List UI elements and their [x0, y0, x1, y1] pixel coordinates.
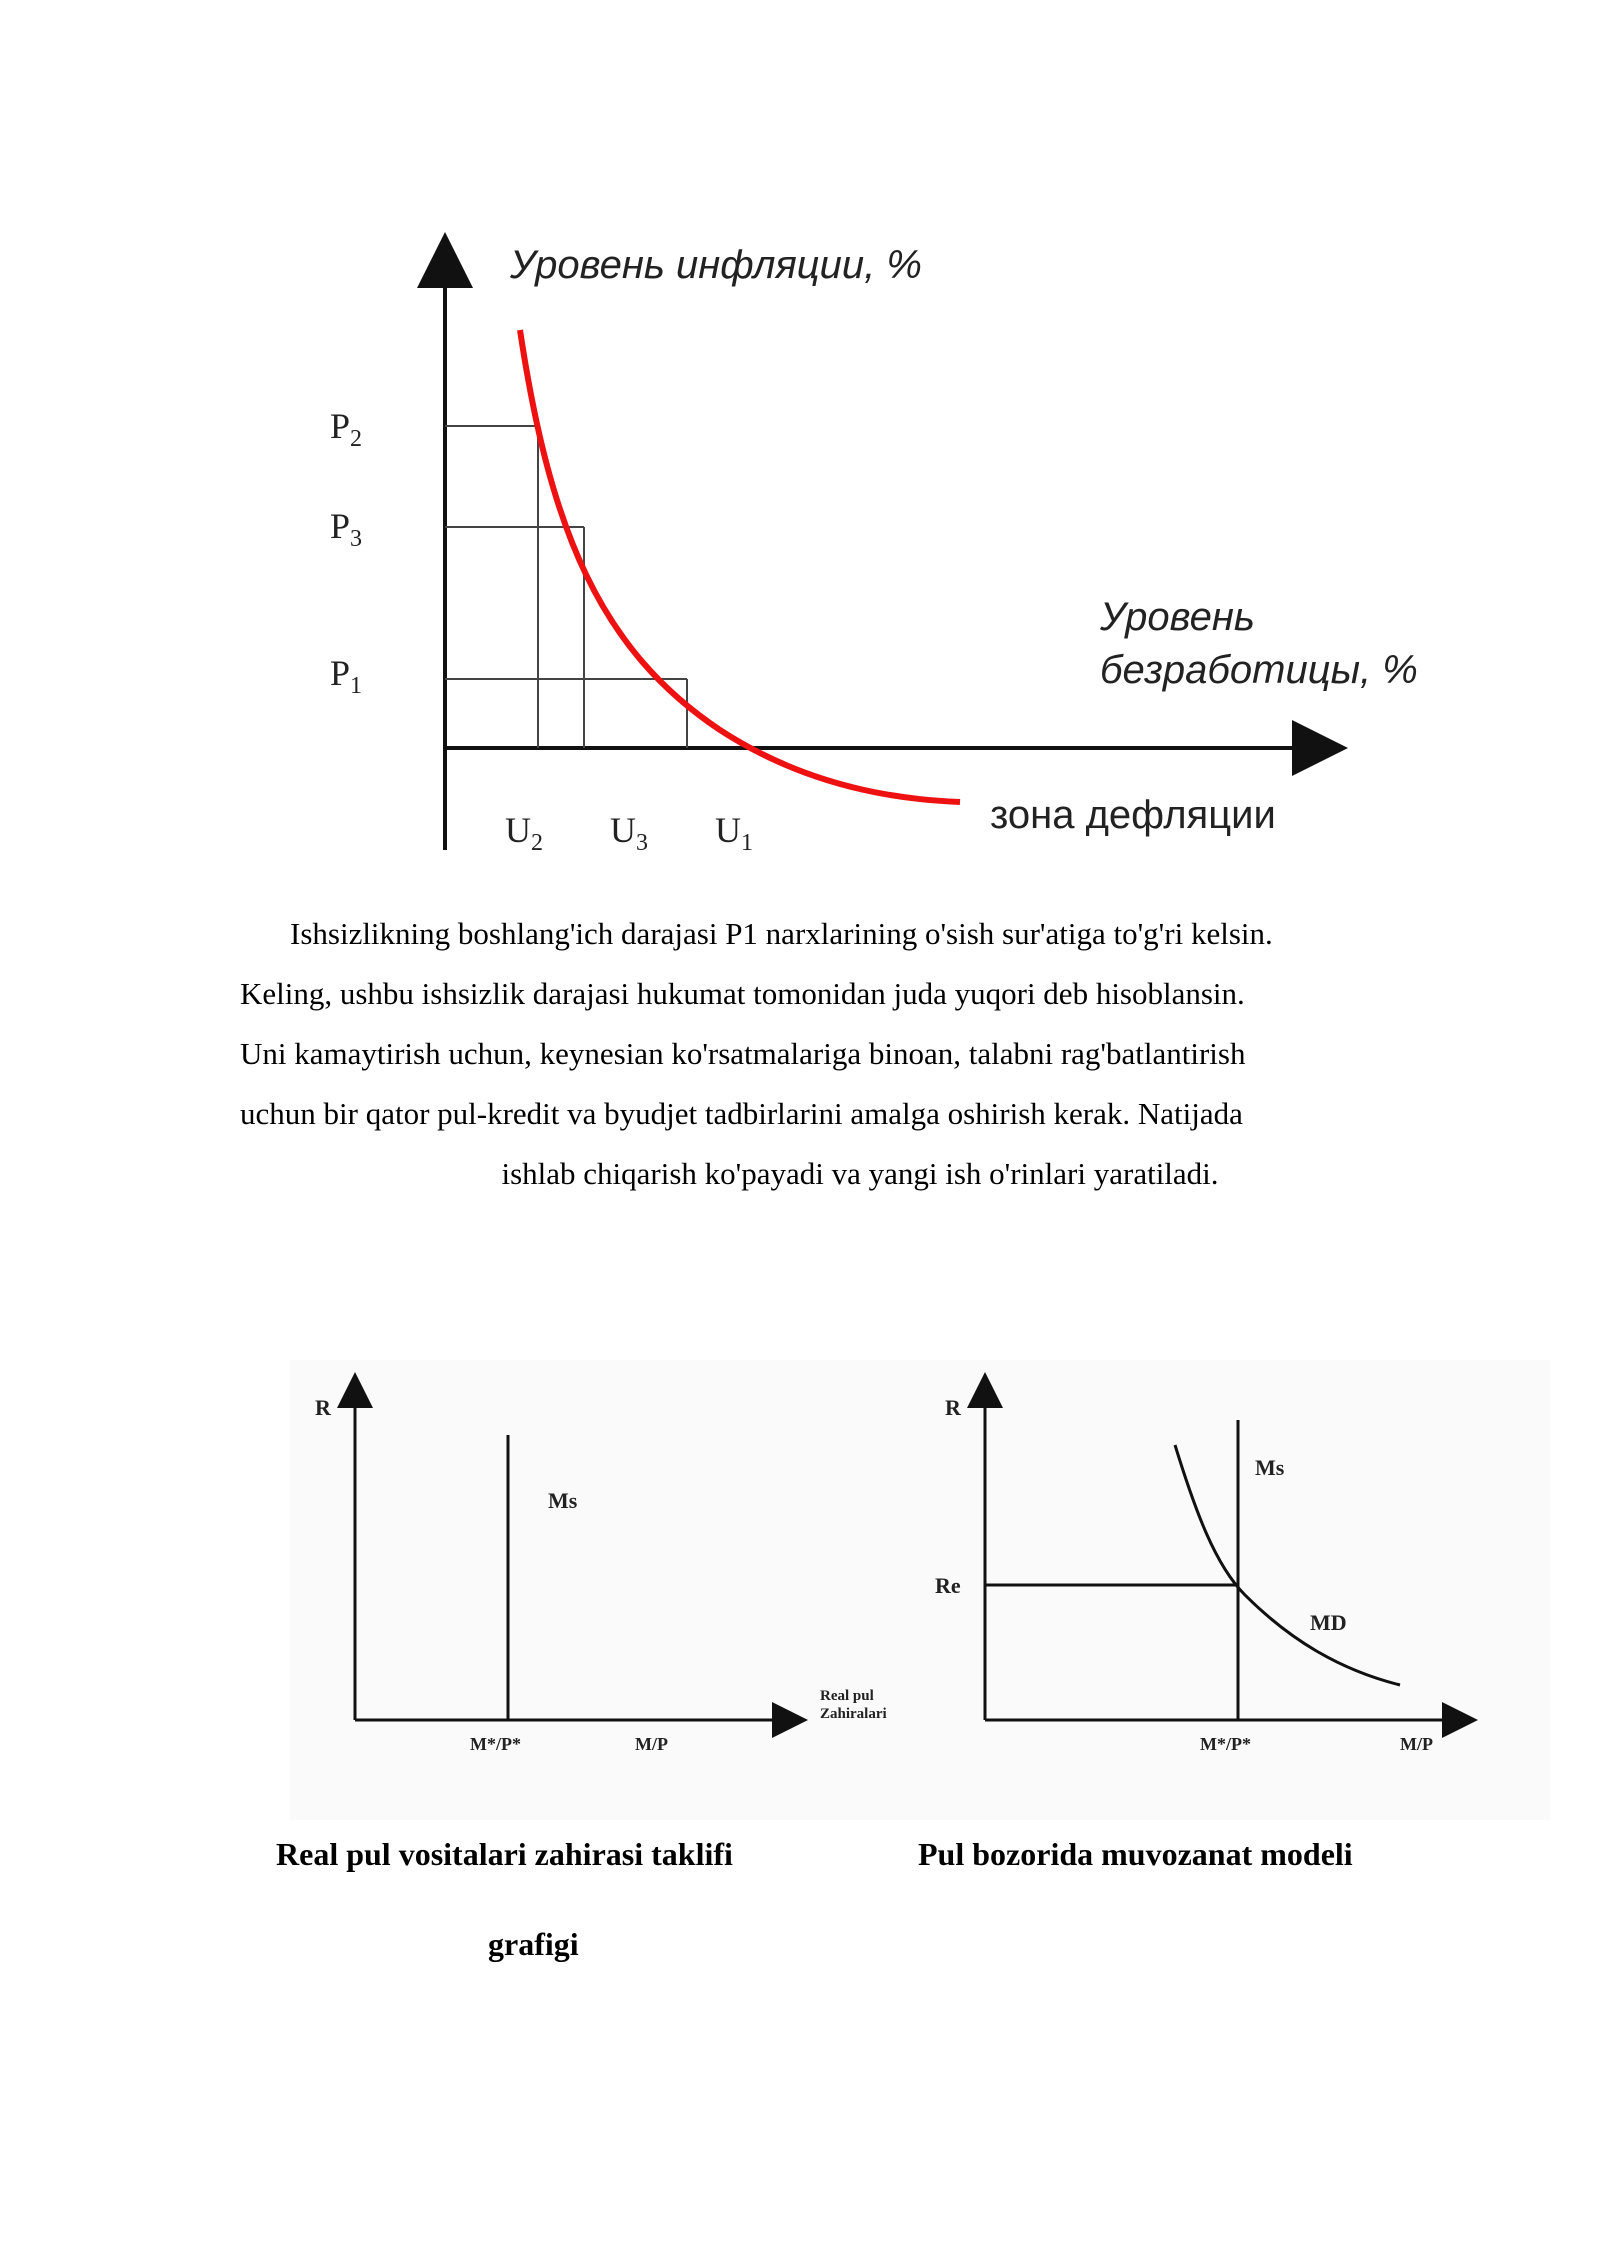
- paragraph-line: ishlab chiqarish ko'payadi va yangi ish o'rinlari yaratiladi.: [501, 1156, 1219, 1191]
- md-label: MD: [1310, 1610, 1347, 1635]
- body-paragraph: [240, 904, 1520, 1204]
- y-axis-label: Уровень инфляции, %: [510, 243, 922, 287]
- left-x-tick-2: M/P: [635, 1734, 668, 1754]
- money-market-chart: [935, 1390, 1460, 1754]
- left-x-axis-label-1: Real pul: [820, 1688, 874, 1704]
- phillips-curve-figure: [300, 230, 1500, 890]
- tick-u1: $U_1$: [715, 810, 753, 856]
- tick-p3: $P_3$: [330, 506, 363, 552]
- re-label: Re: [935, 1573, 961, 1598]
- tick-p1: $P_1$: [330, 653, 363, 699]
- left-x-tick-1: M*/P*: [470, 1734, 521, 1754]
- tick-u3: $U_3$: [610, 810, 648, 856]
- caption-left-line2: grafigi: [488, 1926, 579, 1962]
- money-supply-chart: [315, 1390, 887, 1754]
- deflation-zone-label: зона дефляции: [990, 793, 1276, 837]
- paragraph-line: uchun bir qator pul-kredit va byudjet tadbirlarini amalga oshirish kerak. Natijada: [240, 1096, 1243, 1131]
- right-x-tick-1: M*/P*: [1200, 1734, 1251, 1754]
- tick-p2: $P_2$: [330, 406, 363, 452]
- tick-u2: $U_2$: [505, 810, 543, 856]
- right-y-label: R: [945, 1395, 961, 1420]
- left-y-label: R: [315, 1395, 331, 1420]
- right-x-tick-2: M/P: [1400, 1734, 1433, 1754]
- md-curve: [1175, 1445, 1400, 1685]
- paragraph-line: Uni kamaytirish uchun, keynesian ko'rsatmalariga binoan, talabni rag'batlantirish: [240, 1036, 1246, 1071]
- caption-right: Pul bozorida muvozanat modeli: [918, 1836, 1353, 1872]
- x-axis-label-line2: безработицы, %: [1100, 648, 1418, 692]
- reference-lines: [445, 426, 687, 748]
- left-ms-label: Ms: [548, 1488, 578, 1513]
- phillips-curve: [520, 330, 960, 802]
- paragraph-line: Ishsizlikning boshlang'ich darajasi P1 narxlarining o'sish sur'atiga to'g'ri kelsin.: [290, 916, 1273, 951]
- paragraph-line: Keling, ushbu ishsizlik darajasi hukumat tomonidan juda yuqori deb hisoblansin.: [240, 976, 1245, 1011]
- right-ms-label: Ms: [1255, 1455, 1285, 1480]
- left-x-axis-label-2: Zahiralari: [820, 1706, 887, 1722]
- x-axis-label-line1: Уровень: [1100, 595, 1255, 639]
- money-market-figures: [290, 1360, 1550, 1820]
- caption-left-line1: Real pul vositalari zahirasi taklifi: [276, 1836, 733, 1872]
